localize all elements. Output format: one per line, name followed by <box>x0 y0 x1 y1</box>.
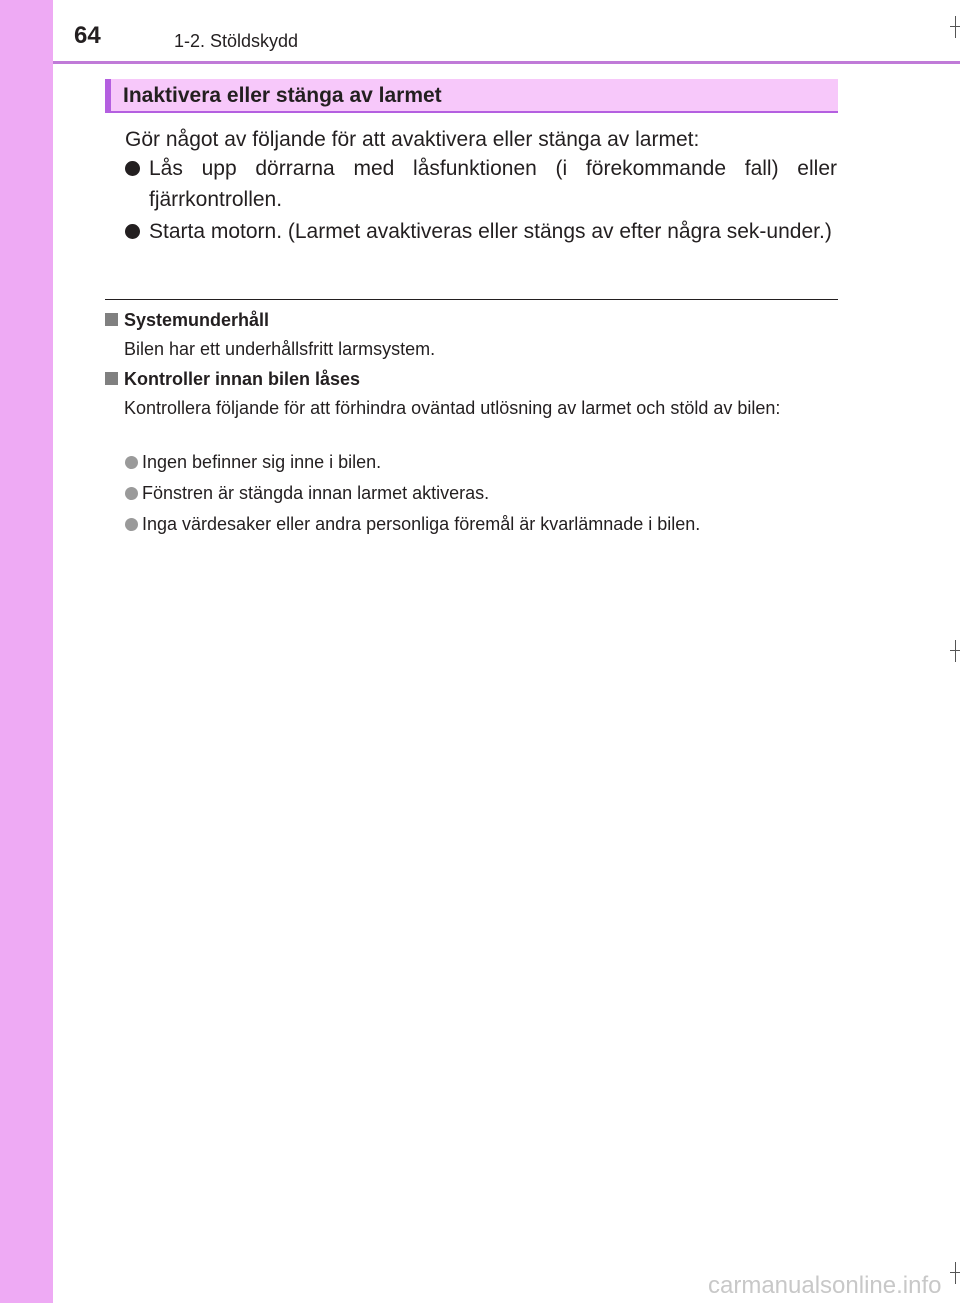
note-heading-text: Systemunderhåll <box>124 310 270 330</box>
intro-text: Gör något av följande för att avaktivera eller stänga av larmet: <box>125 128 700 151</box>
watermark: carmanualsonline.info <box>708 1272 942 1299</box>
chapter-title: 1-2. Stöldskydd <box>174 31 299 51</box>
note-heading <box>105 369 360 390</box>
bullet-dot-icon <box>125 518 138 531</box>
side-color-strip <box>0 0 53 1303</box>
list-item <box>125 153 837 215</box>
note-heading-text: Kontroller innan bilen låses <box>124 369 361 389</box>
list-item <box>125 513 837 536</box>
crop-mark-icon <box>950 1262 960 1284</box>
section-header <box>105 79 838 113</box>
bullet-dot-icon <box>125 456 138 469</box>
note-text: Bilen har ett underhållsfritt larmsystem. <box>124 339 436 359</box>
section-divider <box>105 299 838 300</box>
bullet-dot-icon <box>125 224 140 239</box>
list-item-text: Lås upp dörrarna med låsfunktionen (i förekommande fall) eller fjärrkontrollen. <box>149 157 837 211</box>
list-item-text: Inga värdesaker eller andra personliga föremål är kvarlämnade i bilen. <box>142 514 701 534</box>
bullet-dot-icon <box>125 487 138 500</box>
square-bullet-icon <box>105 313 118 326</box>
header-rule <box>53 61 960 64</box>
crop-mark-icon <box>950 640 960 662</box>
list-item <box>125 482 837 505</box>
list-item-text: Starta motorn. (Larmet avaktiveras eller stängs av efter några sek-under.) <box>149 220 832 243</box>
crop-mark-icon <box>950 16 960 38</box>
list-item <box>125 451 837 474</box>
section-title: Inaktivera eller stänga av larmet <box>123 84 442 107</box>
list-item <box>125 216 837 247</box>
square-bullet-icon <box>105 372 118 385</box>
page-number: 64 <box>74 22 101 49</box>
list-item-text: Fönstren är stängda innan larmet aktiveras. <box>142 483 490 503</box>
note-heading <box>105 310 269 331</box>
bullet-dot-icon <box>125 161 140 176</box>
list-item-text: Ingen befinner sig inne i bilen. <box>142 452 382 472</box>
note-text: Kontrollera följande för att förhindra oväntad utlösning av larmet och stöld av bilen: <box>124 398 781 418</box>
